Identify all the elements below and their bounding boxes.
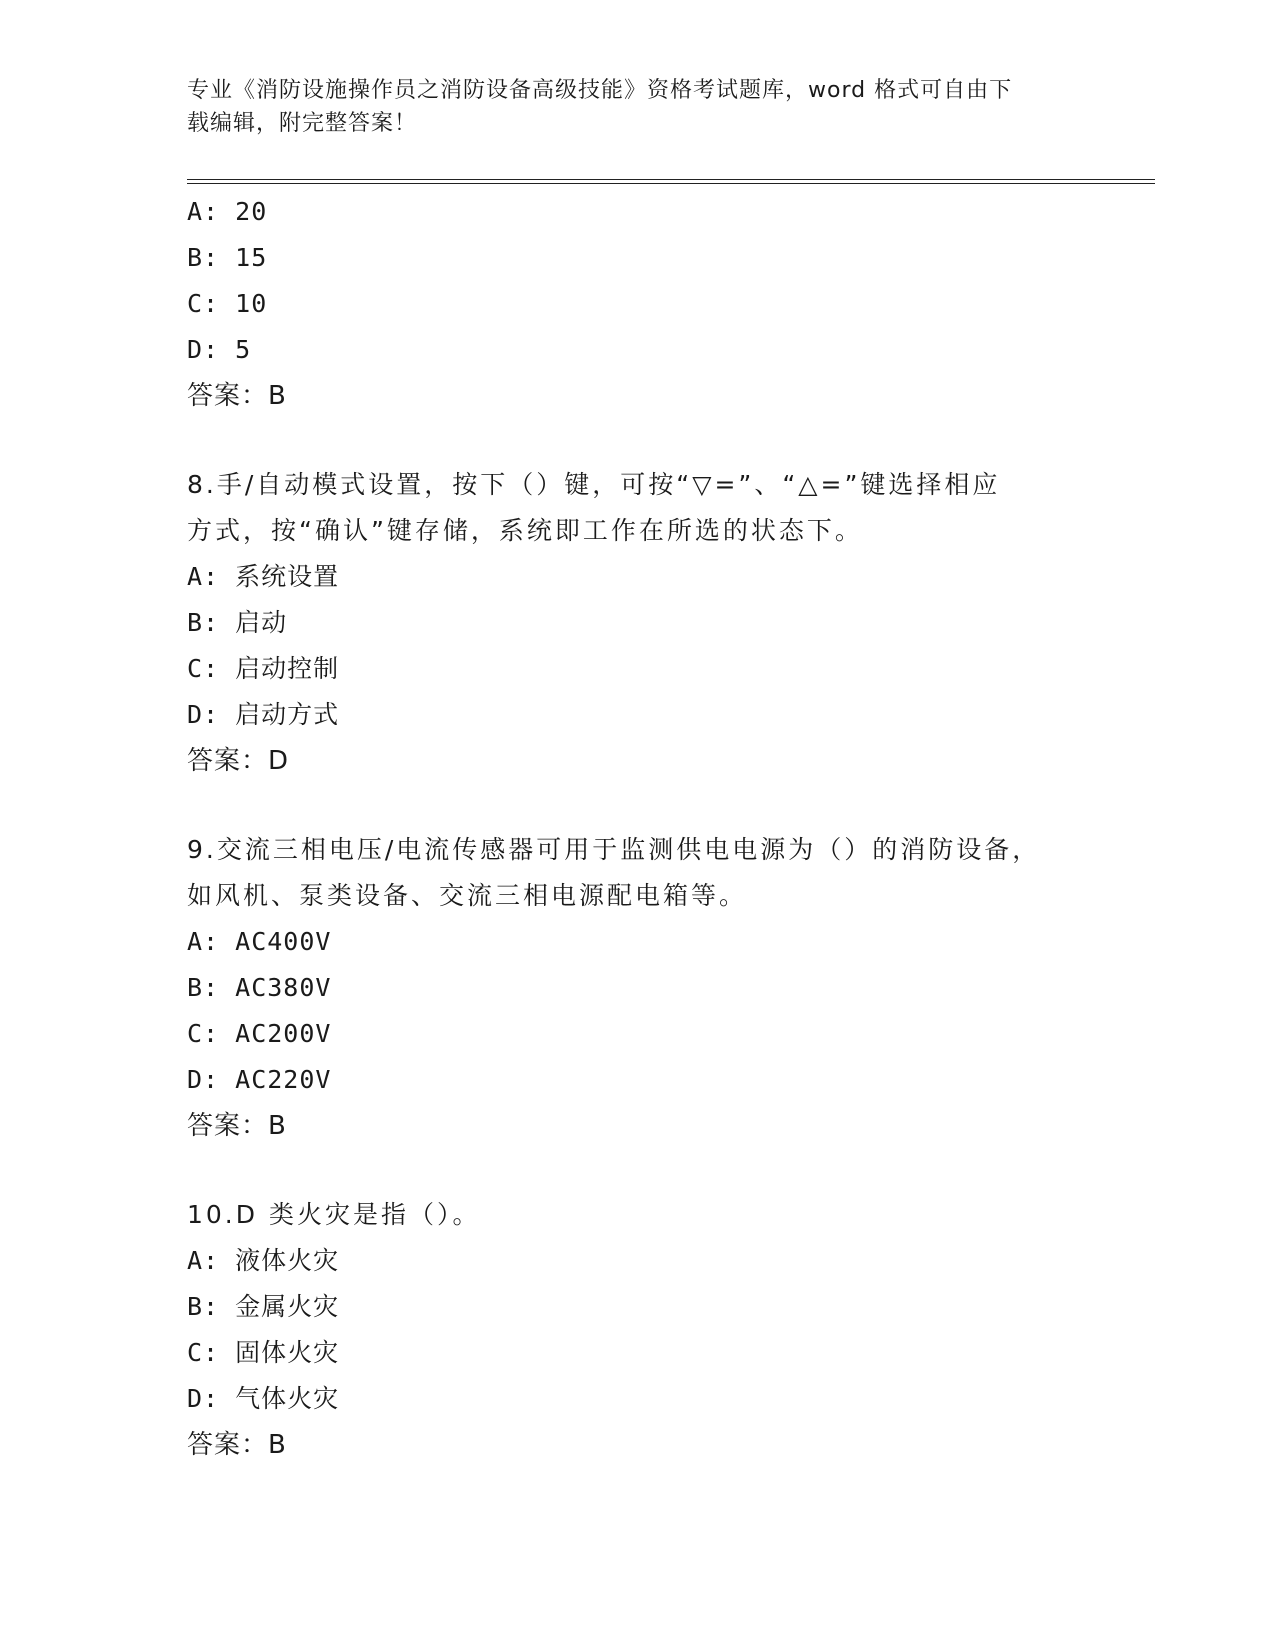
option-b: B: AC380V <box>187 973 332 1002</box>
option-a: A: 液体火灾 <box>187 1246 340 1275</box>
option-b: B: 启动 <box>187 608 288 637</box>
option-d: D: AC220V <box>187 1065 332 1094</box>
header-line-1: 专业《消防设施操作员之消防设备高级技能》资格考试题库，word 格式可自由下 <box>187 78 1013 103</box>
option-c: C: 10 <box>187 289 268 318</box>
question-9 <box>187 827 1087 1149</box>
option-d: D: 启动方式 <box>187 700 340 729</box>
option-d: D: 5 <box>187 335 252 364</box>
option-c: C: 固体火灾 <box>187 1338 340 1367</box>
question-stem-line-1: 8.手/自动模式设置，按下（）键，可按“▽=”、“△=”键选择相应 <box>187 470 1001 499</box>
question-8 <box>187 462 1087 784</box>
question-stem-line-2: 方式，按“确认”键存储，系统即工作在所选的状态下。 <box>187 516 863 545</box>
answer: 答案：B <box>187 1430 287 1460</box>
header-divider-bottom <box>187 183 1155 184</box>
option-d: D: 气体火灾 <box>187 1384 340 1413</box>
header-divider-top <box>187 179 1155 180</box>
question-7 <box>187 189 1087 419</box>
header-line-2: 载编辑，附完整答案！ <box>187 111 418 136</box>
answer: 答案：D <box>187 746 290 776</box>
question-stem <box>187 1192 1087 1238</box>
question-stem-line-1: 10.D 类火灾是指（）。 <box>187 1200 481 1229</box>
option-b: B: 15 <box>187 243 268 272</box>
answer: 答案：B <box>187 381 287 411</box>
option-c: C: AC200V <box>187 1019 332 1048</box>
question-10 <box>187 1192 1087 1468</box>
option-a: A: 20 <box>187 197 268 226</box>
question-stem <box>187 827 1087 919</box>
option-c: C: 启动控制 <box>187 654 340 683</box>
question-stem-line-1: 9.交流三相电压/电流传感器可用于监测供电电源为（）的消防设备， <box>187 835 1041 864</box>
question-stem <box>187 462 1087 554</box>
question-stem-line-2: 如风机、泵类设备、交流三相电源配电箱等。 <box>187 881 748 910</box>
option-a: A: 系统设置 <box>187 562 340 591</box>
answer: 答案：B <box>187 1111 287 1141</box>
option-a: A: AC400V <box>187 927 332 956</box>
document-header <box>187 74 1067 140</box>
question-list <box>187 189 1087 1468</box>
option-b: B: 金属火灾 <box>187 1292 340 1321</box>
